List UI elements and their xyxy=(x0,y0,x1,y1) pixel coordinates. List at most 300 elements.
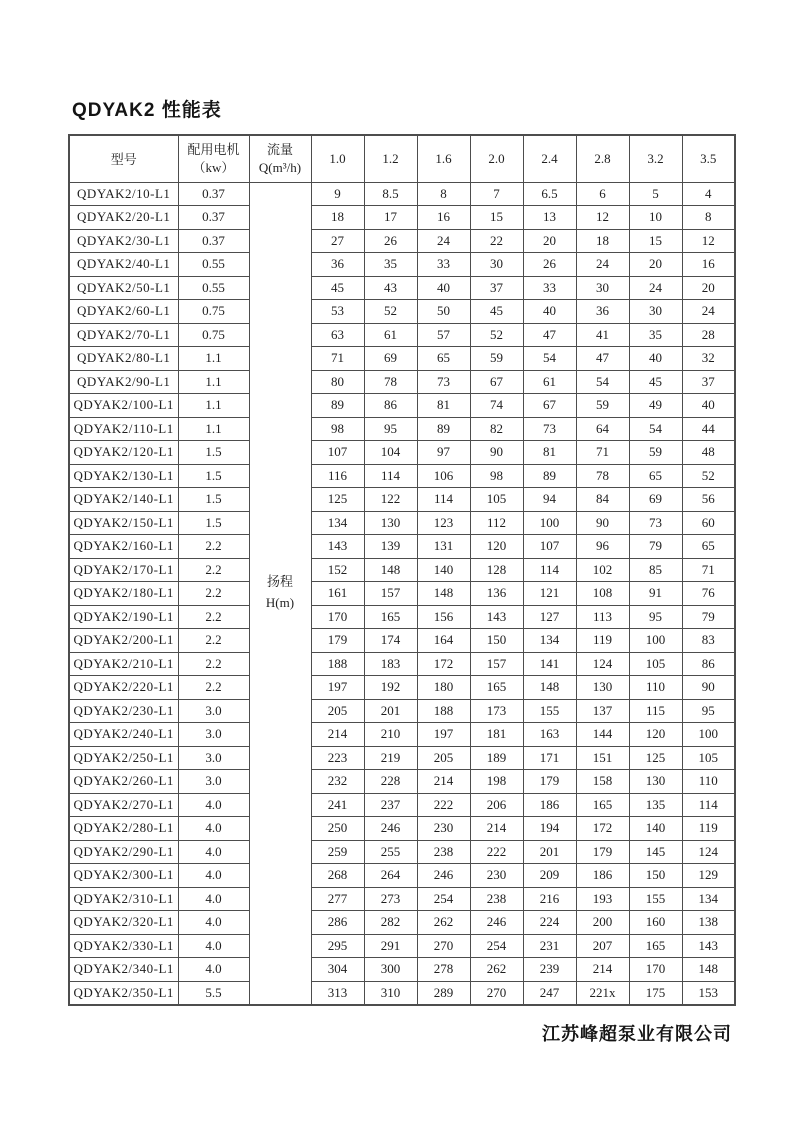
head-value-cell: 15 xyxy=(629,229,682,253)
motor-power-cell: 1.5 xyxy=(178,464,249,488)
table-row xyxy=(69,229,735,253)
head-value-cell: 94 xyxy=(523,488,576,512)
motor-power-cell: 0.75 xyxy=(178,300,249,324)
table-row xyxy=(69,699,735,723)
head-value-cell: 41 xyxy=(576,323,629,347)
table-row xyxy=(69,840,735,864)
head-value-cell: 22 xyxy=(470,229,523,253)
head-value-cell: 289 xyxy=(417,981,470,1005)
head-value-cell: 107 xyxy=(311,441,364,465)
head-value-cell: 165 xyxy=(364,605,417,629)
head-value-cell: 18 xyxy=(576,229,629,253)
head-value-cell: 12 xyxy=(576,206,629,230)
head-value-cell: 173 xyxy=(470,699,523,723)
head-value-cell: 206 xyxy=(470,793,523,817)
head-value-cell: 122 xyxy=(364,488,417,512)
head-value-cell: 95 xyxy=(629,605,682,629)
head-value-cell: 65 xyxy=(629,464,682,488)
head-value-cell: 57 xyxy=(417,323,470,347)
flow-header-label: 流量 xyxy=(266,142,293,158)
motor-header-label: 配用电机 xyxy=(187,142,240,158)
head-value-cell: 127 xyxy=(523,605,576,629)
head-value-cell: 35 xyxy=(364,253,417,277)
flow-value-header: 3.2 xyxy=(629,135,682,182)
head-value-cell: 40 xyxy=(523,300,576,324)
head-value-cell: 286 xyxy=(311,911,364,935)
head-value-cell: 239 xyxy=(523,958,576,982)
head-value-cell: 79 xyxy=(629,535,682,559)
head-value-cell: 230 xyxy=(470,864,523,888)
head-value-cell: 131 xyxy=(417,535,470,559)
table-row xyxy=(69,746,735,770)
head-value-cell: 78 xyxy=(364,370,417,394)
head-value-cell: 158 xyxy=(576,770,629,794)
head-value-cell: 98 xyxy=(311,417,364,441)
head-value-cell: 145 xyxy=(629,840,682,864)
head-value-cell: 179 xyxy=(523,770,576,794)
head-value-cell: 270 xyxy=(417,934,470,958)
motor-power-cell: 2.2 xyxy=(178,629,249,653)
head-value-cell: 200 xyxy=(576,911,629,935)
model-cell: QDYAK2/330-L1 xyxy=(69,934,178,958)
head-value-cell: 153 xyxy=(682,981,735,1005)
table-row xyxy=(69,629,735,653)
motor-power-cell: 2.2 xyxy=(178,652,249,676)
head-value-cell: 134 xyxy=(311,511,364,535)
motor-power-cell: 4.0 xyxy=(178,817,249,841)
head-value-cell: 107 xyxy=(523,535,576,559)
head-value-cell: 188 xyxy=(311,652,364,676)
head-value-cell: 81 xyxy=(417,394,470,418)
head-value-cell: 105 xyxy=(470,488,523,512)
head-value-cell: 85 xyxy=(629,558,682,582)
head-value-cell: 54 xyxy=(629,417,682,441)
head-value-cell: 115 xyxy=(629,699,682,723)
head-value-cell: 48 xyxy=(682,441,735,465)
head-value-cell: 129 xyxy=(682,864,735,888)
head-value-cell: 43 xyxy=(364,276,417,300)
head-value-cell: 193 xyxy=(576,887,629,911)
head-value-cell: 161 xyxy=(311,582,364,606)
page-title: QDYAK2 性能表 xyxy=(72,100,222,121)
head-value-cell: 89 xyxy=(311,394,364,418)
head-value-cell: 30 xyxy=(629,300,682,324)
head-value-cell: 7 xyxy=(470,182,523,206)
model-cell: QDYAK2/240-L1 xyxy=(69,723,178,747)
head-value-cell: 65 xyxy=(682,535,735,559)
head-value-cell: 152 xyxy=(311,558,364,582)
head-value-cell: 194 xyxy=(523,817,576,841)
head-value-cell: 201 xyxy=(364,699,417,723)
table-row xyxy=(69,253,735,277)
head-value-cell: 35 xyxy=(629,323,682,347)
head-value-cell: 45 xyxy=(629,370,682,394)
table-row xyxy=(69,676,735,700)
table-row xyxy=(69,817,735,841)
head-value-cell: 222 xyxy=(417,793,470,817)
flow-value-header: 2.0 xyxy=(470,135,523,182)
head-value-cell: 30 xyxy=(470,253,523,277)
head-value-cell: 270 xyxy=(470,981,523,1005)
head-value-cell: 110 xyxy=(629,676,682,700)
table-row xyxy=(69,605,735,629)
head-value-cell: 150 xyxy=(470,629,523,653)
motor-power-cell: 1.1 xyxy=(178,370,249,394)
head-value-cell: 54 xyxy=(576,370,629,394)
head-value-cell: 27 xyxy=(311,229,364,253)
head-value-cell: 165 xyxy=(470,676,523,700)
head-value-cell: 12 xyxy=(682,229,735,253)
head-value-cell: 171 xyxy=(523,746,576,770)
head-value-cell: 120 xyxy=(629,723,682,747)
head-value-cell: 47 xyxy=(523,323,576,347)
head-value-cell: 64 xyxy=(576,417,629,441)
head-value-cell: 255 xyxy=(364,840,417,864)
head-value-cell: 33 xyxy=(523,276,576,300)
head-value-cell: 188 xyxy=(417,699,470,723)
model-cell: QDYAK2/160-L1 xyxy=(69,535,178,559)
head-value-cell: 5 xyxy=(629,182,682,206)
head-value-cell: 90 xyxy=(470,441,523,465)
head-value-cell: 84 xyxy=(576,488,629,512)
head-value-cell: 179 xyxy=(311,629,364,653)
head-value-cell: 137 xyxy=(576,699,629,723)
head-value-cell: 143 xyxy=(470,605,523,629)
head-value-cell: 100 xyxy=(682,723,735,747)
head-value-cell: 192 xyxy=(364,676,417,700)
head-value-cell: 219 xyxy=(364,746,417,770)
motor-power-cell: 2.2 xyxy=(178,605,249,629)
motor-power-cell: 3.0 xyxy=(178,770,249,794)
head-value-cell: 74 xyxy=(470,394,523,418)
model-cell: QDYAK2/290-L1 xyxy=(69,840,178,864)
head-value-cell: 140 xyxy=(417,558,470,582)
head-value-cell: 130 xyxy=(364,511,417,535)
head-value-cell: 49 xyxy=(629,394,682,418)
table-row xyxy=(69,464,735,488)
head-value-cell: 59 xyxy=(576,394,629,418)
head-value-cell: 262 xyxy=(417,911,470,935)
head-label: 扬程 xyxy=(266,574,293,590)
motor-power-cell: 2.2 xyxy=(178,676,249,700)
head-value-cell: 114 xyxy=(417,488,470,512)
head-value-cell: 95 xyxy=(364,417,417,441)
head-value-cell: 138 xyxy=(682,911,735,935)
head-value-cell: 223 xyxy=(311,746,364,770)
head-value-cell: 114 xyxy=(523,558,576,582)
head-value-cell: 108 xyxy=(576,582,629,606)
head-value-cell: 124 xyxy=(576,652,629,676)
table-row xyxy=(69,276,735,300)
head-value-cell: 24 xyxy=(417,229,470,253)
head-value-cell: 181 xyxy=(470,723,523,747)
head-value-cell: 96 xyxy=(576,535,629,559)
model-cell: QDYAK2/140-L1 xyxy=(69,488,178,512)
head-value-cell: 172 xyxy=(576,817,629,841)
head-value-cell: 4 xyxy=(682,182,735,206)
motor-power-cell: 0.55 xyxy=(178,253,249,277)
head-value-cell: 175 xyxy=(629,981,682,1005)
head-value-cell: 60 xyxy=(682,511,735,535)
model-cell: QDYAK2/10-L1 xyxy=(69,182,178,206)
head-value-cell: 78 xyxy=(576,464,629,488)
head-value-cell: 250 xyxy=(311,817,364,841)
head-value-cell: 17 xyxy=(364,206,417,230)
table-row xyxy=(69,652,735,676)
model-cell: QDYAK2/220-L1 xyxy=(69,676,178,700)
head-value-cell: 224 xyxy=(523,911,576,935)
head-value-cell: 20 xyxy=(629,253,682,277)
head-value-cell: 69 xyxy=(629,488,682,512)
head-value-cell: 165 xyxy=(576,793,629,817)
flow-value-header: 1.6 xyxy=(417,135,470,182)
table-row xyxy=(69,323,735,347)
motor-header-unit: （kw） xyxy=(192,159,235,175)
head-unit: H(m) xyxy=(265,595,295,610)
head-value-cell: 228 xyxy=(364,770,417,794)
model-cell: QDYAK2/180-L1 xyxy=(69,582,178,606)
head-value-cell: 8.5 xyxy=(364,182,417,206)
head-value-cell: 201 xyxy=(523,840,576,864)
head-value-cell: 116 xyxy=(311,464,364,488)
head-value-cell: 246 xyxy=(417,864,470,888)
head-value-cell: 268 xyxy=(311,864,364,888)
table-row xyxy=(69,441,735,465)
head-value-cell: 174 xyxy=(364,629,417,653)
head-value-cell: 24 xyxy=(629,276,682,300)
model-cell: QDYAK2/40-L1 xyxy=(69,253,178,277)
table-row xyxy=(69,394,735,418)
motor-power-cell: 4.0 xyxy=(178,911,249,935)
model-cell: QDYAK2/170-L1 xyxy=(69,558,178,582)
head-value-cell: 105 xyxy=(682,746,735,770)
model-cell: QDYAK2/110-L1 xyxy=(69,417,178,441)
model-cell: QDYAK2/340-L1 xyxy=(69,958,178,982)
motor-power-cell: 3.0 xyxy=(178,746,249,770)
head-value-cell: 67 xyxy=(470,370,523,394)
head-merged-cell xyxy=(249,182,311,1005)
model-cell: QDYAK2/230-L1 xyxy=(69,699,178,723)
head-value-cell: 73 xyxy=(417,370,470,394)
head-value-cell: 295 xyxy=(311,934,364,958)
model-cell: QDYAK2/120-L1 xyxy=(69,441,178,465)
head-value-cell: 254 xyxy=(470,934,523,958)
table-row xyxy=(69,911,735,935)
head-value-cell: 28 xyxy=(682,323,735,347)
motor-power-cell: 4.0 xyxy=(178,958,249,982)
head-value-cell: 61 xyxy=(523,370,576,394)
head-value-cell: 141 xyxy=(523,652,576,676)
company-name: 江苏峰超泵业有限公司 xyxy=(542,1024,732,1044)
table-header xyxy=(69,135,735,182)
motor-power-cell: 1.1 xyxy=(178,417,249,441)
head-value-cell: 18 xyxy=(311,206,364,230)
motor-power-cell: 4.0 xyxy=(178,887,249,911)
head-value-cell: 65 xyxy=(417,347,470,371)
table-row xyxy=(69,793,735,817)
motor-power-cell: 2.2 xyxy=(178,558,249,582)
head-value-cell: 73 xyxy=(629,511,682,535)
head-value-cell: 89 xyxy=(417,417,470,441)
head-value-cell: 130 xyxy=(629,770,682,794)
head-value-cell: 136 xyxy=(470,582,523,606)
motor-power-cell: 4.0 xyxy=(178,934,249,958)
head-value-cell: 76 xyxy=(682,582,735,606)
model-cell: QDYAK2/90-L1 xyxy=(69,370,178,394)
head-value-cell: 273 xyxy=(364,887,417,911)
head-value-cell: 198 xyxy=(470,770,523,794)
flow-value-header: 1.0 xyxy=(311,135,364,182)
head-value-cell: 90 xyxy=(576,511,629,535)
head-value-cell: 26 xyxy=(364,229,417,253)
head-value-cell: 155 xyxy=(523,699,576,723)
head-value-cell: 151 xyxy=(576,746,629,770)
model-cell: QDYAK2/60-L1 xyxy=(69,300,178,324)
head-value-cell: 300 xyxy=(364,958,417,982)
motor-power-cell: 3.0 xyxy=(178,723,249,747)
head-value-cell: 135 xyxy=(629,793,682,817)
head-value-cell: 53 xyxy=(311,300,364,324)
motor-power-cell: 1.5 xyxy=(178,488,249,512)
flow-value-header: 2.8 xyxy=(576,135,629,182)
head-value-cell: 59 xyxy=(470,347,523,371)
head-value-cell: 123 xyxy=(417,511,470,535)
flow-value-header: 2.4 xyxy=(523,135,576,182)
head-value-cell: 186 xyxy=(576,864,629,888)
head-value-cell: 148 xyxy=(417,582,470,606)
motor-power-cell: 1.1 xyxy=(178,394,249,418)
flow-value-header: 1.2 xyxy=(364,135,417,182)
head-value-cell: 105 xyxy=(629,652,682,676)
head-value-cell: 186 xyxy=(523,793,576,817)
head-value-cell: 259 xyxy=(311,840,364,864)
head-value-cell: 59 xyxy=(629,441,682,465)
table-row xyxy=(69,981,735,1005)
head-value-cell: 6 xyxy=(576,182,629,206)
model-cell: QDYAK2/100-L1 xyxy=(69,394,178,418)
head-value-cell: 36 xyxy=(576,300,629,324)
table-row xyxy=(69,417,735,441)
head-value-cell: 9 xyxy=(311,182,364,206)
head-value-cell: 134 xyxy=(523,629,576,653)
head-value-cell: 13 xyxy=(523,206,576,230)
head-value-cell: 209 xyxy=(523,864,576,888)
head-value-cell: 30 xyxy=(576,276,629,300)
head-value-cell: 134 xyxy=(682,887,735,911)
head-value-cell: 33 xyxy=(417,253,470,277)
head-value-cell: 148 xyxy=(523,676,576,700)
head-value-cell: 170 xyxy=(629,958,682,982)
model-cell: QDYAK2/210-L1 xyxy=(69,652,178,676)
motor-power-cell: 0.37 xyxy=(178,182,249,206)
motor-power-cell: 1.1 xyxy=(178,347,249,371)
table-row xyxy=(69,582,735,606)
head-value-cell: 164 xyxy=(417,629,470,653)
head-value-cell: 214 xyxy=(470,817,523,841)
model-cell: QDYAK2/130-L1 xyxy=(69,464,178,488)
table-row xyxy=(69,511,735,535)
head-value-cell: 71 xyxy=(576,441,629,465)
head-value-cell: 214 xyxy=(576,958,629,982)
head-value-cell: 254 xyxy=(417,887,470,911)
head-value-cell: 121 xyxy=(523,582,576,606)
head-value-cell: 163 xyxy=(523,723,576,747)
head-value-cell: 36 xyxy=(311,253,364,277)
head-value-cell: 197 xyxy=(417,723,470,747)
head-value-cell: 148 xyxy=(682,958,735,982)
model-cell: QDYAK2/80-L1 xyxy=(69,347,178,371)
table-row xyxy=(69,934,735,958)
head-value-cell: 83 xyxy=(682,629,735,653)
table-row xyxy=(69,770,735,794)
table-body xyxy=(69,182,735,1005)
table-row xyxy=(69,864,735,888)
head-value-cell: 156 xyxy=(417,605,470,629)
head-value-cell: 40 xyxy=(629,347,682,371)
head-value-cell: 277 xyxy=(311,887,364,911)
head-value-cell: 172 xyxy=(417,652,470,676)
head-value-cell: 124 xyxy=(682,840,735,864)
head-value-cell: 179 xyxy=(576,840,629,864)
table-row xyxy=(69,535,735,559)
motor-power-cell: 2.2 xyxy=(178,535,249,559)
head-value-cell: 110 xyxy=(682,770,735,794)
head-value-cell: 170 xyxy=(311,605,364,629)
head-value-cell: 73 xyxy=(523,417,576,441)
head-value-cell: 24 xyxy=(682,300,735,324)
head-value-cell: 304 xyxy=(311,958,364,982)
head-value-cell: 106 xyxy=(417,464,470,488)
head-value-cell: 205 xyxy=(417,746,470,770)
table-row xyxy=(69,723,735,747)
head-value-cell: 214 xyxy=(417,770,470,794)
head-value-cell: 24 xyxy=(576,253,629,277)
head-value-cell: 222 xyxy=(470,840,523,864)
head-value-cell: 157 xyxy=(470,652,523,676)
head-value-cell: 241 xyxy=(311,793,364,817)
head-value-cell: 80 xyxy=(311,370,364,394)
head-value-cell: 102 xyxy=(576,558,629,582)
head-value-cell: 37 xyxy=(682,370,735,394)
head-value-cell: 52 xyxy=(682,464,735,488)
model-column-header: 型号 xyxy=(69,135,178,182)
model-cell: QDYAK2/70-L1 xyxy=(69,323,178,347)
model-cell: QDYAK2/310-L1 xyxy=(69,887,178,911)
head-value-cell: 61 xyxy=(364,323,417,347)
head-value-cell: 98 xyxy=(470,464,523,488)
head-value-cell: 214 xyxy=(311,723,364,747)
head-value-cell: 56 xyxy=(682,488,735,512)
head-value-cell: 79 xyxy=(682,605,735,629)
motor-power-cell: 1.5 xyxy=(178,511,249,535)
head-value-cell: 44 xyxy=(682,417,735,441)
motor-column-header xyxy=(178,135,249,182)
head-value-cell: 165 xyxy=(629,934,682,958)
motor-power-cell: 4.0 xyxy=(178,864,249,888)
table-row xyxy=(69,300,735,324)
head-value-cell: 91 xyxy=(629,582,682,606)
head-value-cell: 238 xyxy=(470,887,523,911)
table-row xyxy=(69,206,735,230)
table-row xyxy=(69,488,735,512)
head-value-cell: 180 xyxy=(417,676,470,700)
head-value-cell: 89 xyxy=(523,464,576,488)
motor-power-cell: 4.0 xyxy=(178,793,249,817)
header-row xyxy=(69,135,735,182)
model-cell: QDYAK2/150-L1 xyxy=(69,511,178,535)
motor-power-cell: 5.5 xyxy=(178,981,249,1005)
head-value-cell: 8 xyxy=(682,206,735,230)
